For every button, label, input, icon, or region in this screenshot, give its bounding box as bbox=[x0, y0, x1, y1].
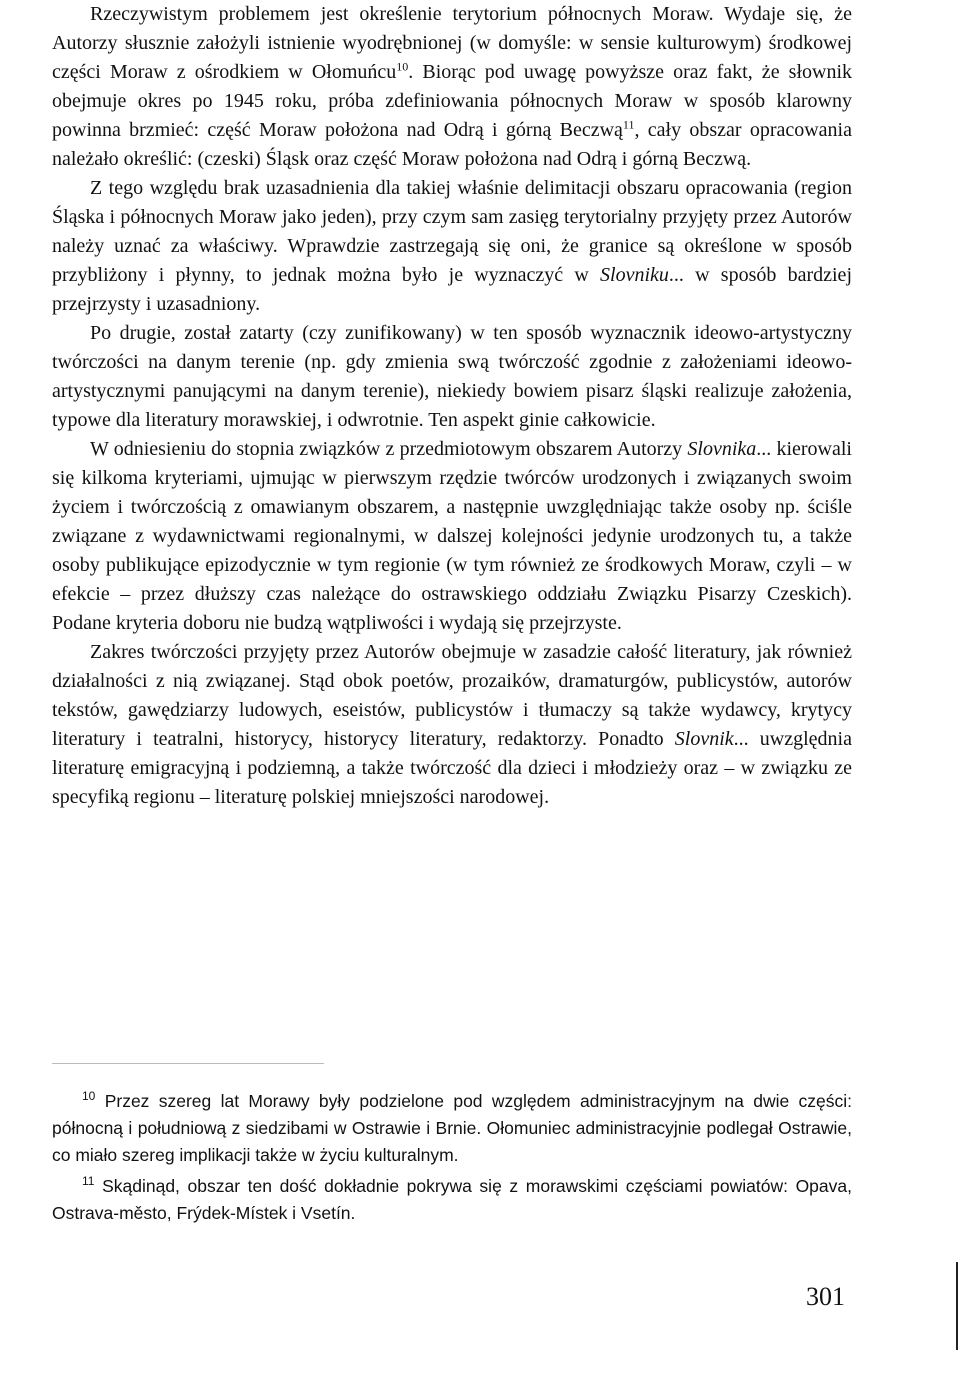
paragraph-4-text-a: W odniesieniu do stopnia związków z przedmiotowym obszarem Autorzy bbox=[90, 438, 688, 460]
footnote-divider bbox=[52, 1063, 324, 1064]
body-text bbox=[52, 0, 852, 812]
footnote-marker-11: 11 bbox=[82, 1174, 95, 1189]
paragraph-4-text-b: ... kierowali się kilkoma kryteriami, ujmując w pierwszym rzędzie twórców urodzonych i związanych swoim życiem i twórczością z omawianym obszarem, a następnie uwzględniając także osoby np. ściśle związane z wydawnictwami regionalnymi, w dalszej kolejności jedynie urodzonych tu, a także osoby publikujące epizodycznie w tym regionie (w tym również ze środkowych Moraw, czyli – w efekcie – przez dłuższy czas należące do ostrawskiego oddziału Związku Pisarzy Czeskich). Podane kryteria doboru nie budzą wątpliwości i wydają się przejrzyste. bbox=[52, 438, 852, 634]
paragraph-2-text-b: ... w sposób bardziej przejrzysty i uzasadniony. bbox=[52, 264, 852, 315]
paragraph-1 bbox=[52, 0, 852, 174]
footnote-ref-10[interactable]: 10 bbox=[396, 59, 409, 74]
footnote-10 bbox=[52, 1088, 852, 1169]
footnote-text-11: Skądinąd, obszar ten dość dokładnie pokrywa się z morawskimi częściami powiatów: Opava, Ostrava-město, Frýdek-Místek i Vsetín. bbox=[52, 1176, 852, 1223]
paragraph-5-text-a: Zakres twórczości przyjęty przez Autorów obejmuje w zasadzie całość literatury, jak również działalności z nią związanej. Stąd obok poetów, prozaików, dramaturgów, publicystów, autorów tekstów, gawędziarzy ludowych, eseistów, publicystów i tłumaczy są także wydawcy, krytycy literatury i teatralni, historycy, historycy literatury, redaktorzy. Ponadto bbox=[52, 641, 852, 750]
paragraph-2-italic-title: Slovniku bbox=[600, 264, 669, 286]
page-edge-line bbox=[956, 1262, 958, 1350]
footnote-marker-10: 10 bbox=[82, 1089, 96, 1104]
footnote-11 bbox=[52, 1173, 852, 1227]
paragraph-2-text-a: Z tego względu brak uzasadnienia dla takiej właśnie delimitacji obszaru opracowania (region Śląska i północnych Moraw jako jeden), przy czym sam zasięg terytorialny przyjęty przez Autorów należy uznać za właściwy. Wprawdzie zastrzegają się oni, że granice są określone w sposób przybliżony i płynny, to jednak można było je wyznaczyć w bbox=[52, 177, 852, 286]
footnote-text-10: Przez szereg lat Morawy były podzielone pod względem administracyjnym na dwie części: północną i południową z siedzibami w Ostrawie i Brnie. Ołomuniec administracyjnie podlegał Ostrawie, co miało szereg implikacji także w życiu kulturalnym. bbox=[52, 1091, 852, 1165]
footnote-ref-11[interactable]: 11 bbox=[622, 117, 635, 132]
footnotes bbox=[52, 1088, 852, 1231]
paragraph-1-text-c: , cały obszar opracowania należało określić: (czeski) Śląsk oraz część Moraw położona nad Odrą i górną Beczwą. bbox=[52, 119, 852, 170]
paragraph-5 bbox=[52, 638, 852, 812]
paragraph-5-text-b: ... uwzględnia literaturę emigracyjną i podziemną, a także twórczość dla dzieci i młodzieży oraz – w związku ze specyfiką regionu – literaturę polskiej mniejszości narodowej. bbox=[52, 728, 852, 808]
paragraph-3: Po drugie, został zatarty (czy zunifikowany) w ten sposób wyznacznik ideowo-artystyczny twórczości na danym terenie (np. gdy zmienia swą twórczość zgodnie z założeniami ideowo-artystycznymi panującymi na danym terenie), niekiedy bowiem pisarz śląski realizuje założenia, typowe dla literatury morawskiej, i odwrotnie. Ten aspekt ginie całkowicie. bbox=[52, 322, 852, 431]
paragraph-4-italic-title: Slovnika bbox=[687, 438, 757, 460]
paragraph-5-italic-title: Slovnik bbox=[674, 728, 734, 750]
paragraph-1-text-b: . Biorąc pod uwagę powyższe oraz fakt, że słownik obejmuje okres po 1945 roku, próba zdefiniowania północnych Moraw w sposób klarowny powinna brzmieć: część Moraw położona nad Odrą i górną Beczwą bbox=[52, 61, 852, 141]
paragraph-4 bbox=[52, 435, 852, 638]
paragraph-1-text-a: Rzeczywistym problemem jest określenie terytorium północnych Moraw. Wydaje się, że Autorzy słusznie założyli istnienie wyodrębnionej (w domyśle: w sensie kulturowym) środkowej części Moraw z ośrodkiem w Ołomuńcu bbox=[52, 3, 852, 83]
paragraph-2 bbox=[52, 174, 852, 319]
page-number: 301 bbox=[806, 1282, 845, 1311]
